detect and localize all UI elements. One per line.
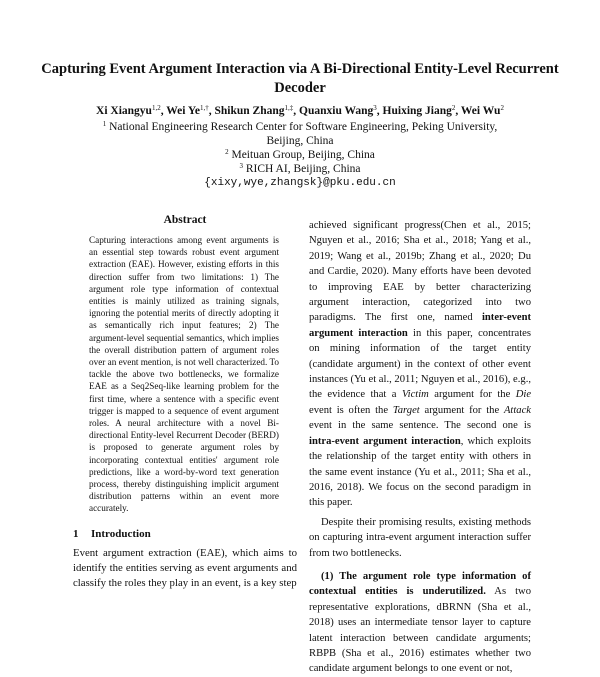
- affiliation-1-city: Beijing, China: [266, 135, 334, 147]
- author-list: [40, 104, 560, 118]
- author: Quanxiu Wang$^3$,: [299, 104, 383, 117]
- paragraph-argument-interaction: achieved significant progress(Chen et al., 2015; Nguyen et al., 2016; Sha et al., 2018; Yang et al., 2019; Wang et al., 2019b; Zhang et al., 2020; Du and Cardie, 2020). Many efforts have been devoted to improving EAE by better characterizing argument interaction, categorized into two paradigms. The first one, named inter-event argument interaction in this paper, concentrates on mining information of the target entity (candidate argument) in the context of other event instances (Yu et al., 2011; Nguyen et al., 2016), e.g., the evidence that a Victim argument for the Die event is often the Target argument for the Attack event in the same sentence. The second one is intra-event argument interaction, which exploits the relationship of the target entity with others in the same event instance (Yu et al., 2011; Sha et al., 2016, 2018). We focus on the second paradigm in this paper.: [309, 220, 532, 509]
- affiliation-3: $^3$ RICH AI, Beijing, China: [239, 162, 361, 175]
- affiliations: [40, 120, 560, 190]
- affiliation-2: $^2$ Meituan Group, Beijing, China: [225, 148, 375, 161]
- author: Huixing Jiang$^2$,: [382, 104, 461, 117]
- author: Xi Xiangyu$^{1,2}$,: [96, 104, 167, 117]
- author: Shikun Zhang$^{1,\ddagger}$,: [214, 104, 300, 117]
- abstract-text: Capturing interactions among event arguments is an essential step towards robust event argument extraction (EAE). However, existing efforts in this direction suffer from two limitations: 1) The argument role type information of contextual entities is mainly utilized as training signals, ignoring the potential merits of directly adopting it as semantically rich input features; 2) The argument-level sequential semantics, which implies the overall distribution pattern of argument roles over an event mention, is not well characterized. To tackle the above two bottlenecks, we formalize EAE as a Seq2Seq-like learning problem for the first time, where a sentence with a specific event trigger is mapped to a sequence of event argument roles. A neural architecture with a novel Bi-directional Entity-level Recurrent Decoder (BERD) is proposed to generate argument roles by incorporating contextual entities' argument role predictions, like a word-by-word text generation process, thereby distinguishing implicit argument distribution patterns within an event more accurately.: [89, 235, 280, 514]
- section-heading-introduction: 1 Introduction: [73, 527, 151, 540]
- introduction-text: Event argument extraction (EAE), which aims to identify the entities serving as event arguments and classify the roles they play in an event, is a key step: [73, 546, 297, 589]
- author-email: {xixy,wye,zhangsk}@pku.edu.cn: [204, 177, 396, 189]
- right-column: [309, 218, 531, 677]
- paragraph-bottlenecks: Despite their promising results, existing methods on capturing intra-event argument interaction suffer from two bottlenecks.: [309, 516, 531, 559]
- paper-title: Capturing Event Argument Interaction via A Bi-Directional Entity-Level Recurrent Decoder: [41, 61, 559, 96]
- left-column: [73, 214, 297, 591]
- affiliation-1: $^1$ National Engineering Research Center for Software Engineering, Peking University,: [102, 120, 498, 133]
- abstract-heading: Abstract: [163, 214, 207, 226]
- author: Wei Wu$^2$: [460, 104, 504, 117]
- paragraph-bottleneck-1: (1) The argument role type information of contextual entities is underutilized. As two representative explorations, dBRNN (Sha et al., 2018) uses an intermediate tensor layer to capture latent interaction between candidate arguments; RBPB (Sha et al., 2016) estimates whether two candidate argument belongs to one event or not,: [309, 570, 531, 675]
- author: Wei $Ye^{1,\dagger}$,: [166, 104, 215, 117]
